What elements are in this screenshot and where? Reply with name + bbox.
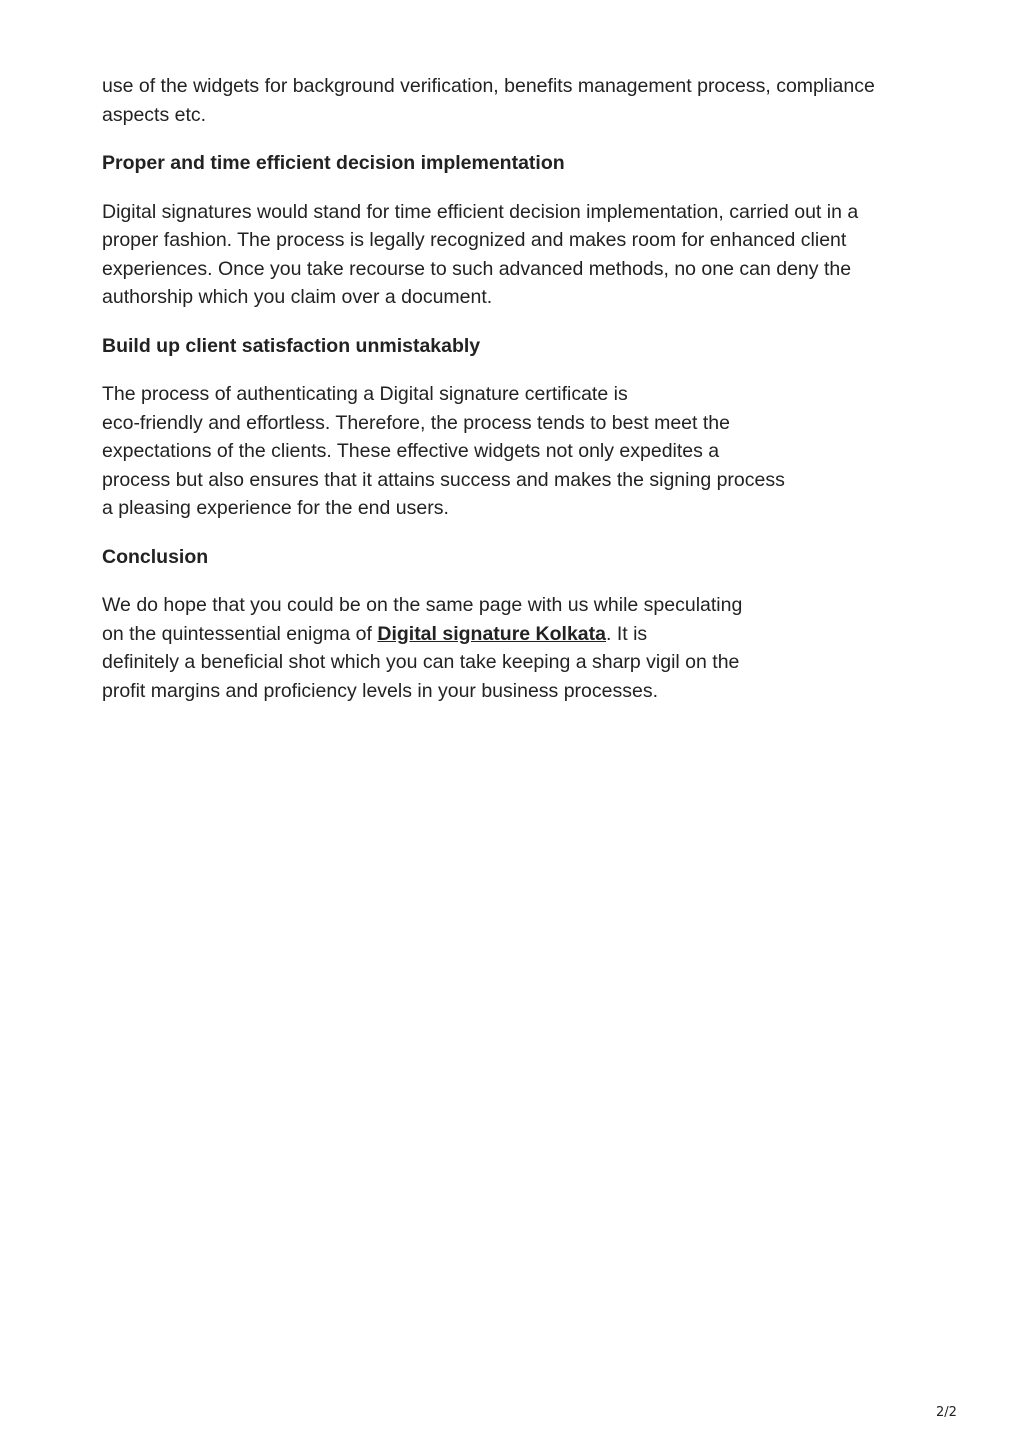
section-paragraph-decision-implementation bbox=[102, 198, 942, 312]
text-line: proper fashion. The process is legally recognized and makes room for enhanced client bbox=[102, 229, 847, 251]
digital-signature-kolkata-link[interactable]: Digital signature Kolkata bbox=[377, 622, 606, 645]
section-paragraph-client-satisfaction bbox=[102, 380, 942, 523]
document-body bbox=[102, 72, 942, 705]
section-paragraph-conclusion bbox=[102, 591, 942, 705]
section-heading-client-satisfaction: Build up client satisfaction unmistakably bbox=[102, 334, 481, 357]
text-line: definitely a beneficial shot which you can take keeping a sharp vigil on the bbox=[102, 651, 740, 673]
text-line: process but also ensures that it attains success and makes the signing process bbox=[102, 468, 785, 491]
intro-paragraph bbox=[102, 72, 942, 129]
page-number: 2/2 bbox=[936, 1405, 957, 1420]
section-heading-conclusion: Conclusion bbox=[102, 545, 209, 568]
text-line: aspects etc. bbox=[102, 103, 207, 126]
text-line: profit margins and proficiency levels in your business processes. bbox=[102, 679, 659, 702]
text-line: expectations of the clients. These effective widgets not only expedites a bbox=[102, 440, 720, 462]
text-line: authorship which you claim over a document. bbox=[102, 286, 493, 308]
text-line: eco-friendly and effortless. Therefore, the process tends to best meet the bbox=[102, 411, 730, 434]
text-line: use of the widgets for background verification, benefits management process, compliance bbox=[102, 75, 875, 97]
text-line-with-link bbox=[102, 620, 942, 649]
text-line: a pleasing experience for the end users. bbox=[102, 497, 449, 519]
text-fragment: on the quintessential enigma of bbox=[102, 622, 378, 645]
text-line: Digital signatures would stand for time efficient decision implementation, carried out in a bbox=[102, 200, 859, 223]
text-line: We do hope that you could be on the same page with us while speculating bbox=[102, 594, 743, 616]
text-fragment: . It is bbox=[606, 622, 648, 645]
section-heading-decision-implementation: Proper and time efficient decision implementation bbox=[102, 152, 565, 174]
text-line: experiences. Once you take recourse to such advanced methods, no one can deny the bbox=[102, 257, 852, 280]
text-line: The process of authenticating a Digital signature certificate is bbox=[102, 383, 628, 405]
